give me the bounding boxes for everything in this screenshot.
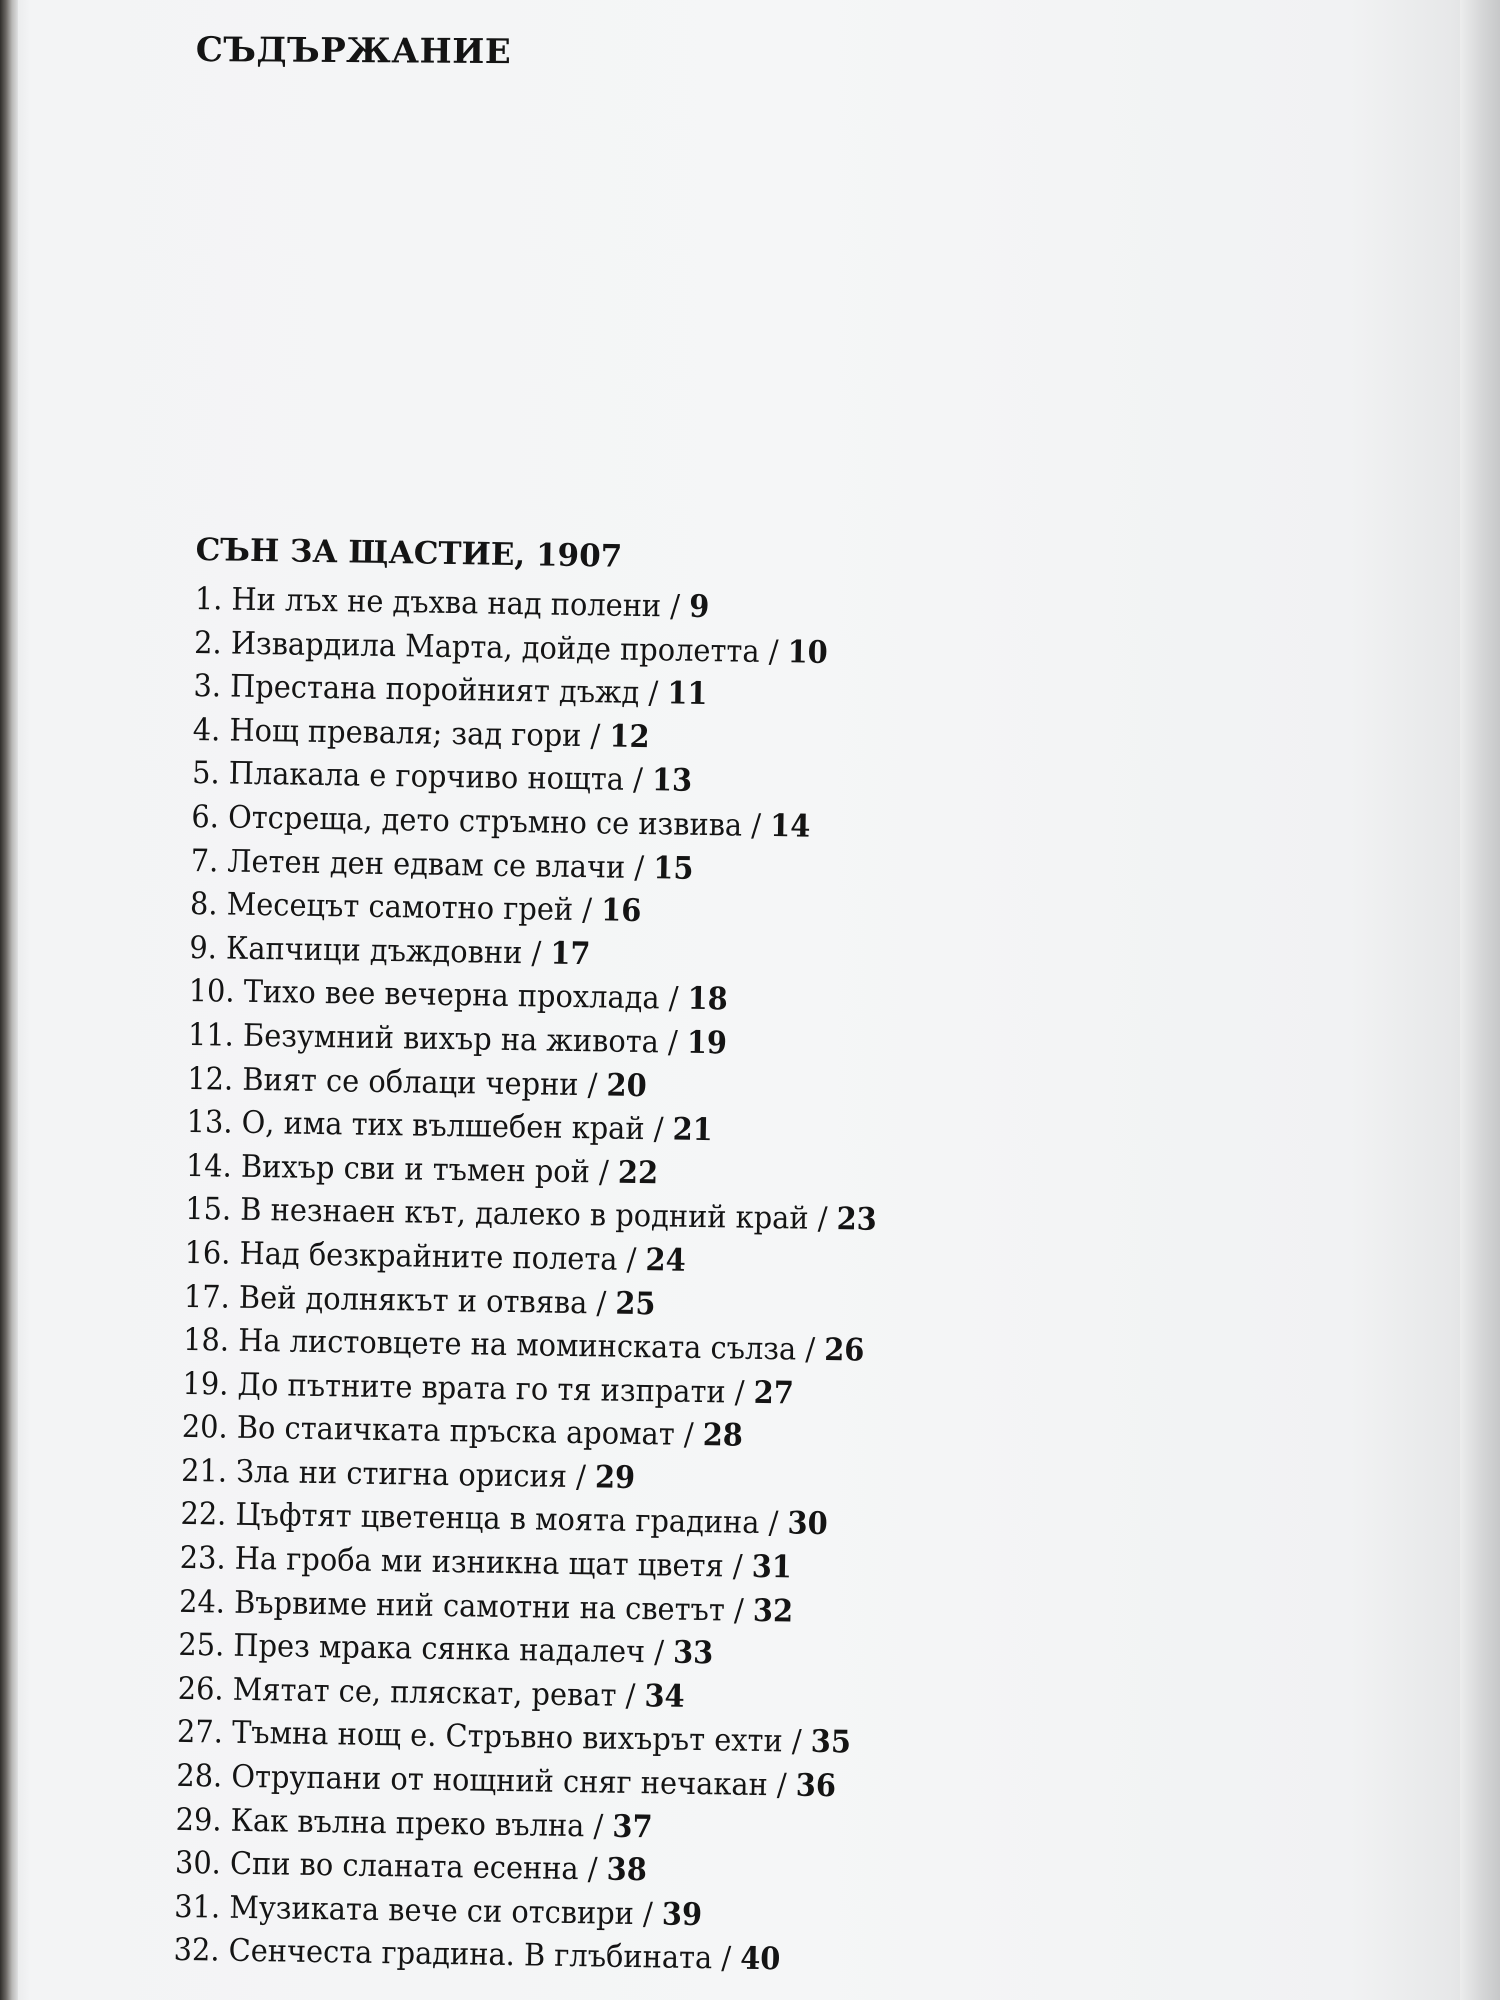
toc-entry-title: 22. Цъфтят цветенца в моята градина / (180, 1496, 788, 1542)
toc-entry-page-number: 30 (787, 1505, 828, 1543)
toc-entry-title: 24. Вървиме ний самотни на светът / (178, 1583, 754, 1629)
toc-entry-title: 8. Месецът самотно грей / (189, 886, 602, 929)
toc-entry-page-number: 10 (787, 633, 829, 671)
toc-entry-page-number: 9 (688, 588, 710, 626)
toc-entry-title: 30. Спи во сланата есенна / (174, 1845, 607, 1888)
toc-entry-title: 17. Вей долнякът и отвява / (183, 1278, 616, 1322)
toc-entry-title: 2. Извардила Марта, дойде пролетта / (193, 624, 788, 670)
toc-entry-page-number: 36 (795, 1767, 837, 1805)
toc-entry-title: 20. Во стаичката пръска аромат / (181, 1409, 704, 1454)
toc-entry-page-number: 26 (824, 1332, 865, 1369)
toc-entry-page-number: 31 (751, 1548, 793, 1586)
toc-entry-page-number: 34 (644, 1678, 685, 1715)
toc-list (173, 578, 1195, 1989)
toc-entry-page-number: 39 (661, 1896, 703, 1933)
toc-entry-page-number: 11 (667, 675, 708, 713)
toc-entry-title: 10. Тихо вее вечерна прохлада / (188, 973, 688, 1018)
toc-section (173, 528, 1196, 1989)
toc-entry-page-number: 18 (687, 981, 729, 1018)
toc-entry-title: 6. Отсреща, дето стръмно се извива / (191, 798, 771, 845)
toc-entry-page-number: 20 (606, 1067, 647, 1104)
toc-entry-page-number: 19 (686, 1024, 728, 1062)
toc-entry-title: 13. О, има тих вълшебен край / (186, 1104, 673, 1148)
toc-entry-page-number: 37 (612, 1808, 653, 1845)
toc-entry-title: 5. Плакала е горчиво нощта / (191, 755, 653, 799)
toc-entry-title: 29. Как вълна преко вълна / (175, 1801, 613, 1845)
toc-entry-title: 15. В незнаен кът, далеко в родний край / (185, 1191, 837, 1238)
toc-entry-title: 1. Ни лъх не дъхва над полени / (194, 580, 690, 625)
toc-entry-title: 18. На листовцете на моминската сълза / (182, 1321, 825, 1369)
toc-entry-page-number: 38 (606, 1851, 648, 1889)
page-fore-edge (1460, 0, 1500, 2000)
toc-entry-title: 7. Летен ден едвам се влачи / (190, 842, 654, 886)
toc-entry-title: 21. Зла ни стигна орисия / (180, 1452, 596, 1496)
toc-entry-title: 9. Капчици дъждовни / (189, 929, 551, 972)
toc-entry-page-number: 22 (617, 1154, 659, 1192)
toc-entry-page-number: 28 (702, 1417, 744, 1454)
section-title: СЪН ЗА ЩАСТИЕ, 1907 (195, 531, 623, 575)
toc-entry-title: 25. През мрака сянка надалеч / (178, 1627, 674, 1671)
toc-entry-title: 4. Нощ преваля; зад гори / (192, 711, 610, 755)
toc-entry-page-number: 13 (651, 762, 693, 800)
toc-entry-title: 12. Вият се облаци черни / (187, 1060, 607, 1104)
toc-entry-page-number: 27 (753, 1374, 795, 1412)
toc-entry-page-number: 35 (810, 1724, 852, 1761)
page-title: СЪДЪРЖАНИЕ (195, 30, 512, 73)
toc-entry-title: 23. На гроба ми изникна щат цветя / (179, 1539, 753, 1585)
toc-entry-title: 19. До пътните врата го тя изпрати / (182, 1365, 754, 1411)
toc-entry-page-number: 33 (672, 1634, 714, 1672)
toc-entry-title: 16. Над безкрайните полета / (184, 1234, 646, 1279)
toc-entry-page-number: 16 (600, 892, 642, 930)
page-spine-edge (0, 0, 18, 2000)
toc-entry-page-number: 32 (752, 1592, 794, 1630)
toc-entry-page-number: 29 (594, 1459, 636, 1496)
toc-entry-page-number: 21 (672, 1111, 714, 1149)
toc-entry-page-number: 25 (615, 1285, 656, 1322)
toc-entry-page-number: 17 (550, 935, 591, 972)
toc-entry-title: 11. Безумний вихър на живота / (187, 1016, 688, 1061)
toc-entry-title: 31. Музиката вече си отсвири / (174, 1888, 663, 1933)
toc-entry-title: 27. Тъмна нощ е. Стръвно вихърът ехти / (176, 1714, 812, 1761)
toc-entry-page-number: 40 (739, 1941, 781, 1978)
toc-entry-page-number: 15 (653, 849, 694, 887)
toc-entry-title: 3. Престана поройният дъжд / (193, 668, 668, 712)
toc-entry-page-number: 24 (645, 1242, 686, 1279)
toc-entry-page-number: 23 (836, 1201, 878, 1239)
toc-entry-page-number: 14 (769, 808, 811, 845)
toc-entry-title: 14. Вихър сви и тъмен рой / (185, 1147, 619, 1191)
toc-entry-title: 32. Сенчеста градина. В глъбината / (173, 1932, 741, 1978)
toc-entry-title: 26. Мятат се, пляскат, реват / (177, 1670, 645, 1715)
toc-entry-page-number: 12 (609, 718, 650, 755)
toc-entry-title: 28. Отрупани от нощний сняг нечакан / (176, 1757, 797, 1804)
